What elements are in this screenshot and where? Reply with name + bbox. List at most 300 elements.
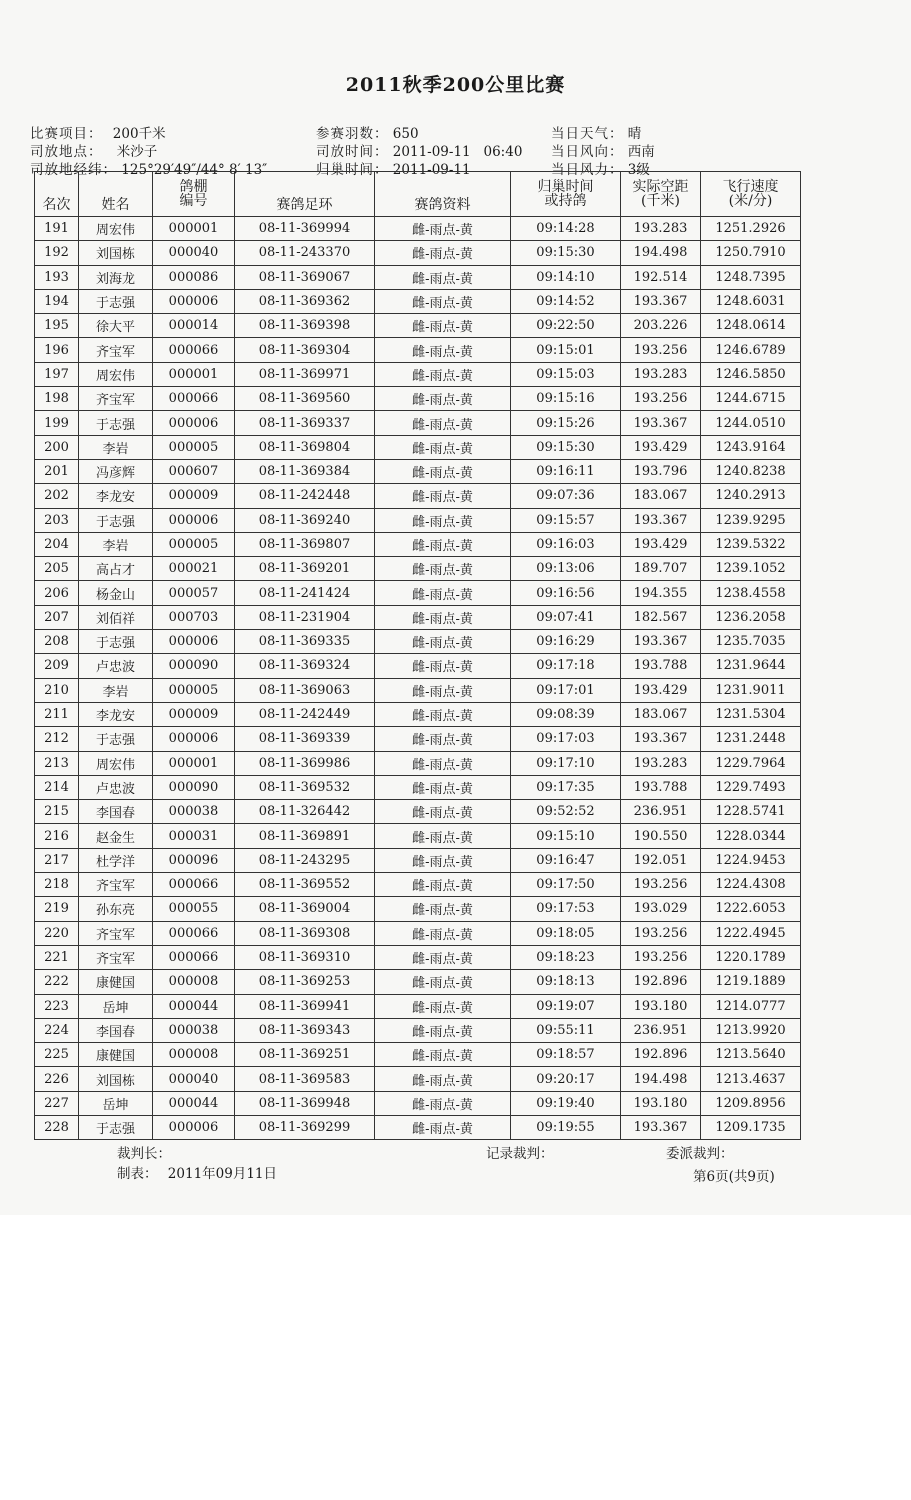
cell-loft: 000040: [153, 241, 235, 265]
cell-speed: 1219.1889: [701, 970, 801, 994]
table-row: [35, 314, 801, 338]
cell-name: 李岩: [79, 678, 153, 702]
table-row: [35, 630, 801, 654]
cell-return-time: 09:16:11: [511, 459, 621, 483]
cell-distance: 193.256: [621, 387, 701, 411]
table-row: [35, 1115, 801, 1139]
cell-name: 齐宝军: [79, 921, 153, 945]
cell-distance: 193.429: [621, 435, 701, 459]
cell-rank: 207: [35, 605, 79, 629]
cell-speed: 1248.6031: [701, 289, 801, 313]
cell-speed: 1224.9453: [701, 848, 801, 872]
cell-name: 刘佰祥: [79, 605, 153, 629]
cell-return-time: 09:18:23: [511, 945, 621, 969]
cell-info: 雌-雨点-黄: [375, 727, 511, 751]
cell-speed: 1248.7395: [701, 265, 801, 289]
cell-speed: 1244.0510: [701, 411, 801, 435]
cell-speed: 1228.5741: [701, 800, 801, 824]
cell-rank: 208: [35, 630, 79, 654]
cell-loft: 000038: [153, 800, 235, 824]
cell-return-time: 09:18:05: [511, 921, 621, 945]
header-name: 姓名: [79, 172, 153, 217]
table-row: [35, 338, 801, 362]
cell-rank: 206: [35, 581, 79, 605]
cell-loft: 000031: [153, 824, 235, 848]
chief-judge-label: 裁判长：: [117, 1146, 171, 1162]
cell-distance: 194.498: [621, 241, 701, 265]
cell-ring: 08-11-369308: [235, 921, 375, 945]
cell-info: 雌-雨点-黄: [375, 921, 511, 945]
cell-info: 雌-雨点-黄: [375, 581, 511, 605]
cell-return-time: 09:17:18: [511, 654, 621, 678]
cell-ring: 08-11-369994: [235, 217, 375, 241]
cell-rank: 215: [35, 800, 79, 824]
cell-return-time: 09:20:17: [511, 1067, 621, 1091]
cell-ring: 08-11-369362: [235, 289, 375, 313]
cell-distance: 193.788: [621, 775, 701, 799]
cell-info: 雌-雨点-黄: [375, 508, 511, 532]
cell-name: 康健国: [79, 970, 153, 994]
cell-rank: 227: [35, 1091, 79, 1115]
cell-info: 雌-雨点-黄: [375, 630, 511, 654]
cell-info: 雌-雨点-黄: [375, 362, 511, 386]
table-row: [35, 362, 801, 386]
cell-return-time: 09:16:29: [511, 630, 621, 654]
table-row: [35, 751, 801, 775]
cell-speed: 1222.4945: [701, 921, 801, 945]
cell-return-time: 09:17:50: [511, 873, 621, 897]
cell-speed: 1248.0614: [701, 314, 801, 338]
cell-speed: 1251.2926: [701, 217, 801, 241]
table-row: [35, 557, 801, 581]
cell-return-time: 09:16:47: [511, 848, 621, 872]
cell-distance: 193.367: [621, 289, 701, 313]
header-speed: 飞行速度 (米/分): [701, 172, 801, 217]
cell-name: 于志强: [79, 630, 153, 654]
cell-speed: 1213.9920: [701, 1018, 801, 1042]
cell-name: 李龙安: [79, 702, 153, 726]
cell-rank: 202: [35, 484, 79, 508]
cell-distance: 193.788: [621, 654, 701, 678]
cell-return-time: 09:19:40: [511, 1091, 621, 1115]
cell-info: 雌-雨点-黄: [375, 800, 511, 824]
table-row: [35, 873, 801, 897]
cell-return-time: 09:17:01: [511, 678, 621, 702]
cell-name: 于志强: [79, 727, 153, 751]
cell-info: 雌-雨点-黄: [375, 484, 511, 508]
cell-return-time: 09:08:39: [511, 702, 621, 726]
cell-loft: 000006: [153, 630, 235, 654]
cell-loft: 000006: [153, 1115, 235, 1139]
cell-return-time: 09:15:03: [511, 362, 621, 386]
cell-return-time: 09:19:55: [511, 1115, 621, 1139]
cell-info: 雌-雨点-黄: [375, 217, 511, 241]
cell-return-time: 09:07:36: [511, 484, 621, 508]
cell-info: 雌-雨点-黄: [375, 897, 511, 921]
cell-rank: 228: [35, 1115, 79, 1139]
cell-return-time: 09:55:11: [511, 1018, 621, 1042]
release-place-value: 米沙子: [116, 144, 158, 160]
cell-distance: 192.896: [621, 970, 701, 994]
made-date: 2011年09月11日: [167, 1166, 278, 1182]
cell-info: 雌-雨点-黄: [375, 994, 511, 1018]
cell-return-time: 09:16:56: [511, 581, 621, 605]
return-time-label: 归巢时间：: [316, 162, 389, 178]
cell-rank: 226: [35, 1067, 79, 1091]
cell-name: 刘国栋: [79, 241, 153, 265]
cell-ring: 08-11-369971: [235, 362, 375, 386]
cell-info: 雌-雨点-黄: [375, 1115, 511, 1139]
cell-info: 雌-雨点-黄: [375, 1067, 511, 1091]
cell-return-time: 09:19:07: [511, 994, 621, 1018]
cell-return-time: 09:15:26: [511, 411, 621, 435]
cell-rank: 221: [35, 945, 79, 969]
cell-ring: 08-11-242449: [235, 702, 375, 726]
cell-ring: 08-11-369807: [235, 532, 375, 556]
cell-name: 杨金山: [79, 581, 153, 605]
cell-rank: 212: [35, 727, 79, 751]
weather-value: 晴: [627, 126, 642, 142]
cell-distance: 193.256: [621, 921, 701, 945]
table-row: [35, 994, 801, 1018]
cell-rank: 214: [35, 775, 79, 799]
cell-distance: 193.283: [621, 362, 701, 386]
page-info: 第6页(共9页): [693, 1169, 775, 1185]
entries-label: 参赛羽数：: [316, 126, 389, 142]
cell-rank: 199: [35, 411, 79, 435]
cell-distance: 193.283: [621, 751, 701, 775]
cell-info: 雌-雨点-黄: [375, 1018, 511, 1042]
table-row: [35, 1018, 801, 1042]
cell-ring: 08-11-369941: [235, 994, 375, 1018]
cell-speed: 1231.2448: [701, 727, 801, 751]
cell-name: 卢忠波: [79, 775, 153, 799]
project-value: 200千米: [112, 126, 166, 142]
wind-direction-value: 西南: [627, 144, 655, 160]
cell-name: 齐宝军: [79, 338, 153, 362]
cell-loft: 000090: [153, 775, 235, 799]
cell-rank: 209: [35, 654, 79, 678]
cell-ring: 08-11-369398: [235, 314, 375, 338]
cell-ring: 08-11-369240: [235, 508, 375, 532]
cell-ring: 08-11-369804: [235, 435, 375, 459]
weather-label: 当日天气：: [551, 126, 624, 142]
cell-name: 高占才: [79, 557, 153, 581]
cell-return-time: 09:17:35: [511, 775, 621, 799]
cell-ring: 08-11-369299: [235, 1115, 375, 1139]
cell-ring: 08-11-369335: [235, 630, 375, 654]
cell-return-time: 09:07:41: [511, 605, 621, 629]
cell-ring: 08-11-369343: [235, 1018, 375, 1042]
wind-direction-label: 当日风向：: [551, 144, 624, 160]
cell-rank: 216: [35, 824, 79, 848]
cell-ring: 08-11-369067: [235, 265, 375, 289]
cell-ring: 08-11-369337: [235, 411, 375, 435]
table-row: [35, 1043, 801, 1067]
cell-return-time: 09:14:10: [511, 265, 621, 289]
table-row: [35, 459, 801, 483]
table-row: [35, 217, 801, 241]
cell-return-time: 09:17:10: [511, 751, 621, 775]
cell-distance: 236.951: [621, 1018, 701, 1042]
table-row: [35, 654, 801, 678]
cell-distance: 193.367: [621, 411, 701, 435]
cell-speed: 1224.4308: [701, 873, 801, 897]
cell-info: 雌-雨点-黄: [375, 702, 511, 726]
cell-rank: 225: [35, 1043, 79, 1067]
cell-ring: 08-11-369310: [235, 945, 375, 969]
cell-rank: 220: [35, 921, 79, 945]
cell-return-time: 09:15:30: [511, 435, 621, 459]
cell-ring: 08-11-369251: [235, 1043, 375, 1067]
cell-speed: 1246.5850: [701, 362, 801, 386]
assigned-judge-label: 委派裁判：: [666, 1146, 734, 1162]
cell-name: 齐宝军: [79, 387, 153, 411]
cell-ring: 08-11-231904: [235, 605, 375, 629]
cell-return-time: 09:14:28: [511, 217, 621, 241]
cell-rank: 219: [35, 897, 79, 921]
cell-speed: 1238.4558: [701, 581, 801, 605]
cell-loft: 000008: [153, 970, 235, 994]
cell-loft: 000044: [153, 994, 235, 1018]
cell-rank: 194: [35, 289, 79, 313]
cell-info: 雌-雨点-黄: [375, 824, 511, 848]
cell-name: 齐宝军: [79, 945, 153, 969]
table-row: [35, 484, 801, 508]
cell-ring: 08-11-369560: [235, 387, 375, 411]
cell-info: 雌-雨点-黄: [375, 605, 511, 629]
cell-loft: 000066: [153, 338, 235, 362]
cell-return-time: 09:15:30: [511, 241, 621, 265]
cell-name: 于志强: [79, 411, 153, 435]
cell-speed: 1231.9644: [701, 654, 801, 678]
cell-distance: 192.051: [621, 848, 701, 872]
cell-distance: 193.367: [621, 1115, 701, 1139]
cell-rank: 201: [35, 459, 79, 483]
cell-rank: 192: [35, 241, 79, 265]
cell-ring: 08-11-369004: [235, 897, 375, 921]
cell-distance: 193.796: [621, 459, 701, 483]
cell-speed: 1220.1789: [701, 945, 801, 969]
cell-speed: 1235.7035: [701, 630, 801, 654]
cell-info: 雌-雨点-黄: [375, 848, 511, 872]
cell-info: 雌-雨点-黄: [375, 678, 511, 702]
cell-name: 康健国: [79, 1043, 153, 1067]
table-row: [35, 241, 801, 265]
table-row: [35, 508, 801, 532]
cell-distance: 193.429: [621, 678, 701, 702]
cell-return-time: 09:22:50: [511, 314, 621, 338]
cell-speed: 1244.6715: [701, 387, 801, 411]
cell-rank: 191: [35, 217, 79, 241]
cell-distance: 192.514: [621, 265, 701, 289]
cell-speed: 1229.7493: [701, 775, 801, 799]
cell-rank: 218: [35, 873, 79, 897]
cell-distance: 193.256: [621, 338, 701, 362]
cell-loft: 000006: [153, 411, 235, 435]
cell-name: 孙东亮: [79, 897, 153, 921]
cell-ring: 08-11-369532: [235, 775, 375, 799]
cell-distance: 194.355: [621, 581, 701, 605]
table-row: [35, 824, 801, 848]
cell-distance: 193.283: [621, 217, 701, 241]
cell-distance: 203.226: [621, 314, 701, 338]
cell-loft: 000057: [153, 581, 235, 605]
cell-name: 李岩: [79, 532, 153, 556]
cell-rank: 224: [35, 1018, 79, 1042]
cell-info: 雌-雨点-黄: [375, 265, 511, 289]
cell-speed: 1229.7964: [701, 751, 801, 775]
cell-loft: 000009: [153, 702, 235, 726]
cell-distance: 193.180: [621, 994, 701, 1018]
meta-weather: [551, 122, 641, 142]
cell-info: 雌-雨点-黄: [375, 314, 511, 338]
cell-ring: 08-11-369201: [235, 557, 375, 581]
cell-loft: 000090: [153, 654, 235, 678]
return-time-value: 2011-09-11: [392, 162, 471, 178]
cell-speed: 1240.2913: [701, 484, 801, 508]
header-rank: 名次: [35, 172, 79, 217]
cell-speed: 1240.8238: [701, 459, 801, 483]
cell-ring: 08-11-369339: [235, 727, 375, 751]
cell-distance: 236.951: [621, 800, 701, 824]
cell-loft: 000055: [153, 897, 235, 921]
cell-speed: 1246.6789: [701, 338, 801, 362]
cell-speed: 1239.9295: [701, 508, 801, 532]
made-label: 制表：: [117, 1166, 158, 1182]
meta-wind-direction: [551, 140, 655, 160]
table-row: [35, 605, 801, 629]
cell-return-time: 09:15:10: [511, 824, 621, 848]
cell-speed: 1222.6053: [701, 897, 801, 921]
cell-rank: 198: [35, 387, 79, 411]
cell-loft: 000044: [153, 1091, 235, 1115]
cell-rank: 196: [35, 338, 79, 362]
cell-loft: 000066: [153, 921, 235, 945]
cell-loft: 000066: [153, 387, 235, 411]
header-loft: 鸽棚 编号: [153, 172, 235, 217]
cell-loft: 000006: [153, 727, 235, 751]
cell-return-time: 09:13:06: [511, 557, 621, 581]
cell-distance: 193.029: [621, 897, 701, 921]
cell-return-time: 09:18:13: [511, 970, 621, 994]
table-row: [35, 532, 801, 556]
cell-rank: 197: [35, 362, 79, 386]
cell-loft: 000006: [153, 289, 235, 313]
cell-rank: 203: [35, 508, 79, 532]
cell-loft: 000005: [153, 435, 235, 459]
cell-ring: 08-11-241424: [235, 581, 375, 605]
wind-force-value: 3级: [627, 162, 650, 178]
coords-value: 125°29′49″/44° 8′ 13″: [121, 162, 268, 178]
project-label: 比赛项目：: [30, 126, 103, 142]
cell-rank: 200: [35, 435, 79, 459]
cell-return-time: 09:17:03: [511, 727, 621, 751]
table-row: [35, 265, 801, 289]
cell-name: 徐大平: [79, 314, 153, 338]
table-row: [35, 289, 801, 313]
cell-rank: 204: [35, 532, 79, 556]
cell-loft: 000703: [153, 605, 235, 629]
cell-ring: 08-11-369063: [235, 678, 375, 702]
cell-ring: 08-11-369304: [235, 338, 375, 362]
cell-info: 雌-雨点-黄: [375, 1091, 511, 1115]
cell-loft: 000038: [153, 1018, 235, 1042]
cell-rank: 223: [35, 994, 79, 1018]
cell-loft: 000001: [153, 751, 235, 775]
made-info: [117, 1162, 277, 1182]
meta-entries: [316, 122, 419, 142]
cell-distance: 183.067: [621, 484, 701, 508]
cell-distance: 193.367: [621, 630, 701, 654]
cell-info: 雌-雨点-黄: [375, 945, 511, 969]
cell-name: 周宏伟: [79, 362, 153, 386]
cell-info: 雌-雨点-黄: [375, 751, 511, 775]
cell-loft: 000009: [153, 484, 235, 508]
header-return-time: 归巢时间 或持鸽: [511, 172, 621, 217]
table-row: [35, 848, 801, 872]
cell-loft: 000086: [153, 265, 235, 289]
table-row: [35, 775, 801, 799]
meta-project: [30, 122, 166, 142]
cell-speed: 1239.5322: [701, 532, 801, 556]
cell-loft: 000021: [153, 557, 235, 581]
table-row: [35, 1091, 801, 1115]
cell-ring: 08-11-369948: [235, 1091, 375, 1115]
cell-ring: 08-11-369583: [235, 1067, 375, 1091]
cell-distance: 193.367: [621, 508, 701, 532]
cell-rank: 217: [35, 848, 79, 872]
cell-name: 岳坤: [79, 994, 153, 1018]
cell-loft: 000005: [153, 532, 235, 556]
cell-rank: 210: [35, 678, 79, 702]
cell-info: 雌-雨点-黄: [375, 459, 511, 483]
cell-info: 雌-雨点-黄: [375, 338, 511, 362]
cell-speed: 1231.9011: [701, 678, 801, 702]
cell-speed: 1209.8956: [701, 1091, 801, 1115]
table-header-row: [35, 172, 801, 217]
cell-ring: 08-11-326442: [235, 800, 375, 824]
cell-return-time: 09:15:57: [511, 508, 621, 532]
cell-return-time: 09:16:03: [511, 532, 621, 556]
cell-name: 李龙安: [79, 484, 153, 508]
cell-ring: 08-11-243295: [235, 848, 375, 872]
header-distance: 实际空距 (千米): [621, 172, 701, 217]
cell-rank: 193: [35, 265, 79, 289]
cell-speed: 1250.7910: [701, 241, 801, 265]
cell-distance: 183.067: [621, 702, 701, 726]
cell-info: 雌-雨点-黄: [375, 654, 511, 678]
cell-speed: 1214.0777: [701, 994, 801, 1018]
cell-distance: 193.256: [621, 945, 701, 969]
cell-loft: 000066: [153, 945, 235, 969]
cell-speed: 1213.4637: [701, 1067, 801, 1091]
cell-return-time: 09:14:52: [511, 289, 621, 313]
cell-name: 周宏伟: [79, 217, 153, 241]
table-row: [35, 702, 801, 726]
cell-distance: 193.367: [621, 727, 701, 751]
cell-info: 雌-雨点-黄: [375, 557, 511, 581]
cell-distance: 182.567: [621, 605, 701, 629]
meta-release-place: [30, 140, 157, 160]
table-row: [35, 970, 801, 994]
cell-rank: 222: [35, 970, 79, 994]
cell-info: 雌-雨点-黄: [375, 532, 511, 556]
cell-loft: 000005: [153, 678, 235, 702]
cell-speed: 1209.1735: [701, 1115, 801, 1139]
cell-info: 雌-雨点-黄: [375, 289, 511, 313]
cell-name: 周宏伟: [79, 751, 153, 775]
